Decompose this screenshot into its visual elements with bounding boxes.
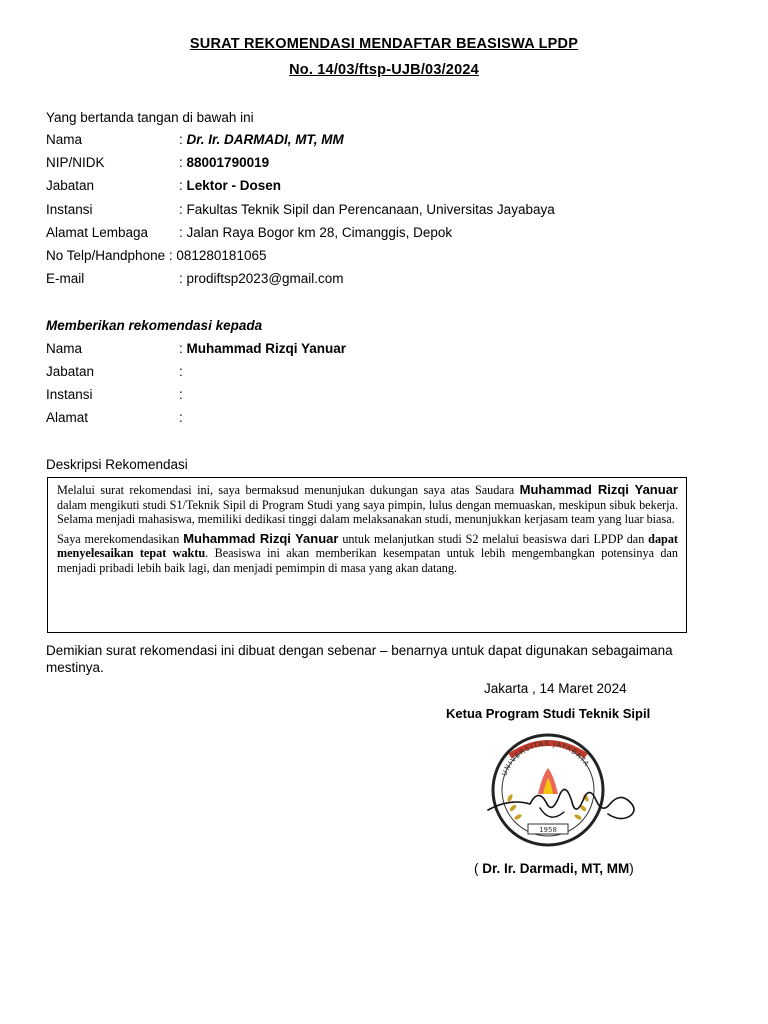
place-date: Jakarta , 14 Maret 2024 xyxy=(484,681,627,696)
signer-jabatan: Lektor - Dosen xyxy=(186,178,282,193)
description-paragraph-2 xyxy=(57,532,678,576)
field-label: Alamat xyxy=(46,410,89,425)
signer-instansi: Fakultas Teknik Sipil dan Perencanaan, Universitas Jayabaya xyxy=(186,202,555,217)
paragraph-text: . Beasiswa ini akan memberikan kesempatan untuk lebih mengembangkan potensinya dan menjadi pribadi lebih baik lagi, dan menjadi pemimpin di masa yang akan datang. xyxy=(57,546,678,575)
field-value: : Lektor - Dosen xyxy=(179,178,282,193)
field-value: : xyxy=(179,410,183,425)
paragraph-text: dalam mengikuti studi S1/Teknik Sipil di Program Studi yang saya pimpin, lulus dengan memuaskan, meskipun sibuk bekerja. Selama menjadi mahasiswa, memiliki dedikasi tinggi dalam melaksanakan studi, menunjukkan kerjasam team yang luar biasa. xyxy=(57,497,678,527)
letter-number: No. 14/03/ftsp-UJB/03/2024 xyxy=(289,62,479,78)
signer-name-line xyxy=(474,861,634,876)
field-label: NIP/NIDK xyxy=(46,155,105,170)
emphasis-text: dapat menyelesaikan tepat waktu xyxy=(57,531,678,561)
signer-intro: Yang bertanda tangan di bawah ini xyxy=(46,110,254,125)
description-heading: Deskripsi Rekomendasi xyxy=(46,457,188,472)
signer-email: prodiftsp2023@gmail.com xyxy=(186,271,344,286)
signer-name: Dr. Ir. DARMADI, MT, MM xyxy=(186,132,344,147)
signer-printed-name: Dr. Ir. Darmadi, MT, MM xyxy=(482,861,630,876)
seal-year: 1958 xyxy=(539,826,557,834)
field-label: Nama xyxy=(46,132,83,147)
field-value: : xyxy=(179,364,183,379)
field-value: : Muhammad Rizqi Yanuar xyxy=(179,341,347,356)
field-label: Instansi xyxy=(46,202,93,217)
field-label: Jabatan xyxy=(46,178,95,193)
student-name: Muhammad Rizqi Yanuar xyxy=(183,530,339,546)
seal-text: UNIVERSITAS JAYABAYA xyxy=(500,739,591,778)
student-name: Muhammad Rizqi Yanuar xyxy=(519,482,678,497)
field-value: : Dr. Ir. DARMADI, MT, MM xyxy=(179,132,344,147)
field-label: Alamat Lembaga xyxy=(46,225,149,240)
university-seal xyxy=(480,728,650,848)
letter-title: SURAT REKOMENDASI MENDAFTAR BEASISWA LPDP xyxy=(189,36,579,52)
paren-open: ( xyxy=(474,861,483,876)
recipient-heading: Memberikan rekomendasi kepada xyxy=(46,318,263,333)
field-label: Nama xyxy=(46,341,83,356)
paragraph-text: Saya merekomendasikan xyxy=(57,531,184,546)
field-value: : xyxy=(179,387,183,402)
signer-position: Ketua Program Studi Teknik Sipil xyxy=(446,706,651,721)
signer-telp: 081280181065 xyxy=(176,248,267,263)
signer-alamat: Jalan Raya Bogor km 28, Cimanggis, Depok xyxy=(186,225,453,240)
paragraph-text: untuk melanjutkan studi S2 melalui beasiswa dari LPDP dan xyxy=(338,531,649,546)
field-value: : 88001790019 xyxy=(179,155,270,170)
paren-close: ) xyxy=(629,861,634,876)
field-label: No Telp/Handphone xyxy=(46,248,166,263)
field-value: : prodiftsp2023@gmail.com xyxy=(179,271,344,286)
signer-row-telp: No Telp/Handphone : 081280181065 xyxy=(46,248,267,263)
paragraph-text: Melalui surat rekomendasi ini, saya bermaksud menunjukan dukungan saya atas Saudara xyxy=(57,483,520,497)
field-label: Jabatan xyxy=(46,364,95,379)
signer-nip: 88001790019 xyxy=(186,155,270,170)
field-label: Instansi xyxy=(46,387,93,402)
description-paragraph-1 xyxy=(57,483,678,527)
recipient-name: Muhammad Rizqi Yanuar xyxy=(186,341,347,356)
description-box xyxy=(47,477,687,633)
closing-statement: Demikian surat rekomendasi ini dibuat dengan sebenar – benarnya untuk dapat digunakan sebagaimana mestinya. xyxy=(46,643,673,675)
field-value: : Jalan Raya Bogor km 28, Cimanggis, Depok xyxy=(179,225,453,240)
seal-signature-graphic xyxy=(480,728,650,848)
field-label: E-mail xyxy=(46,271,85,286)
field-value: : Fakultas Teknik Sipil dan Perencanaan, Universitas Jayabaya xyxy=(179,202,555,217)
